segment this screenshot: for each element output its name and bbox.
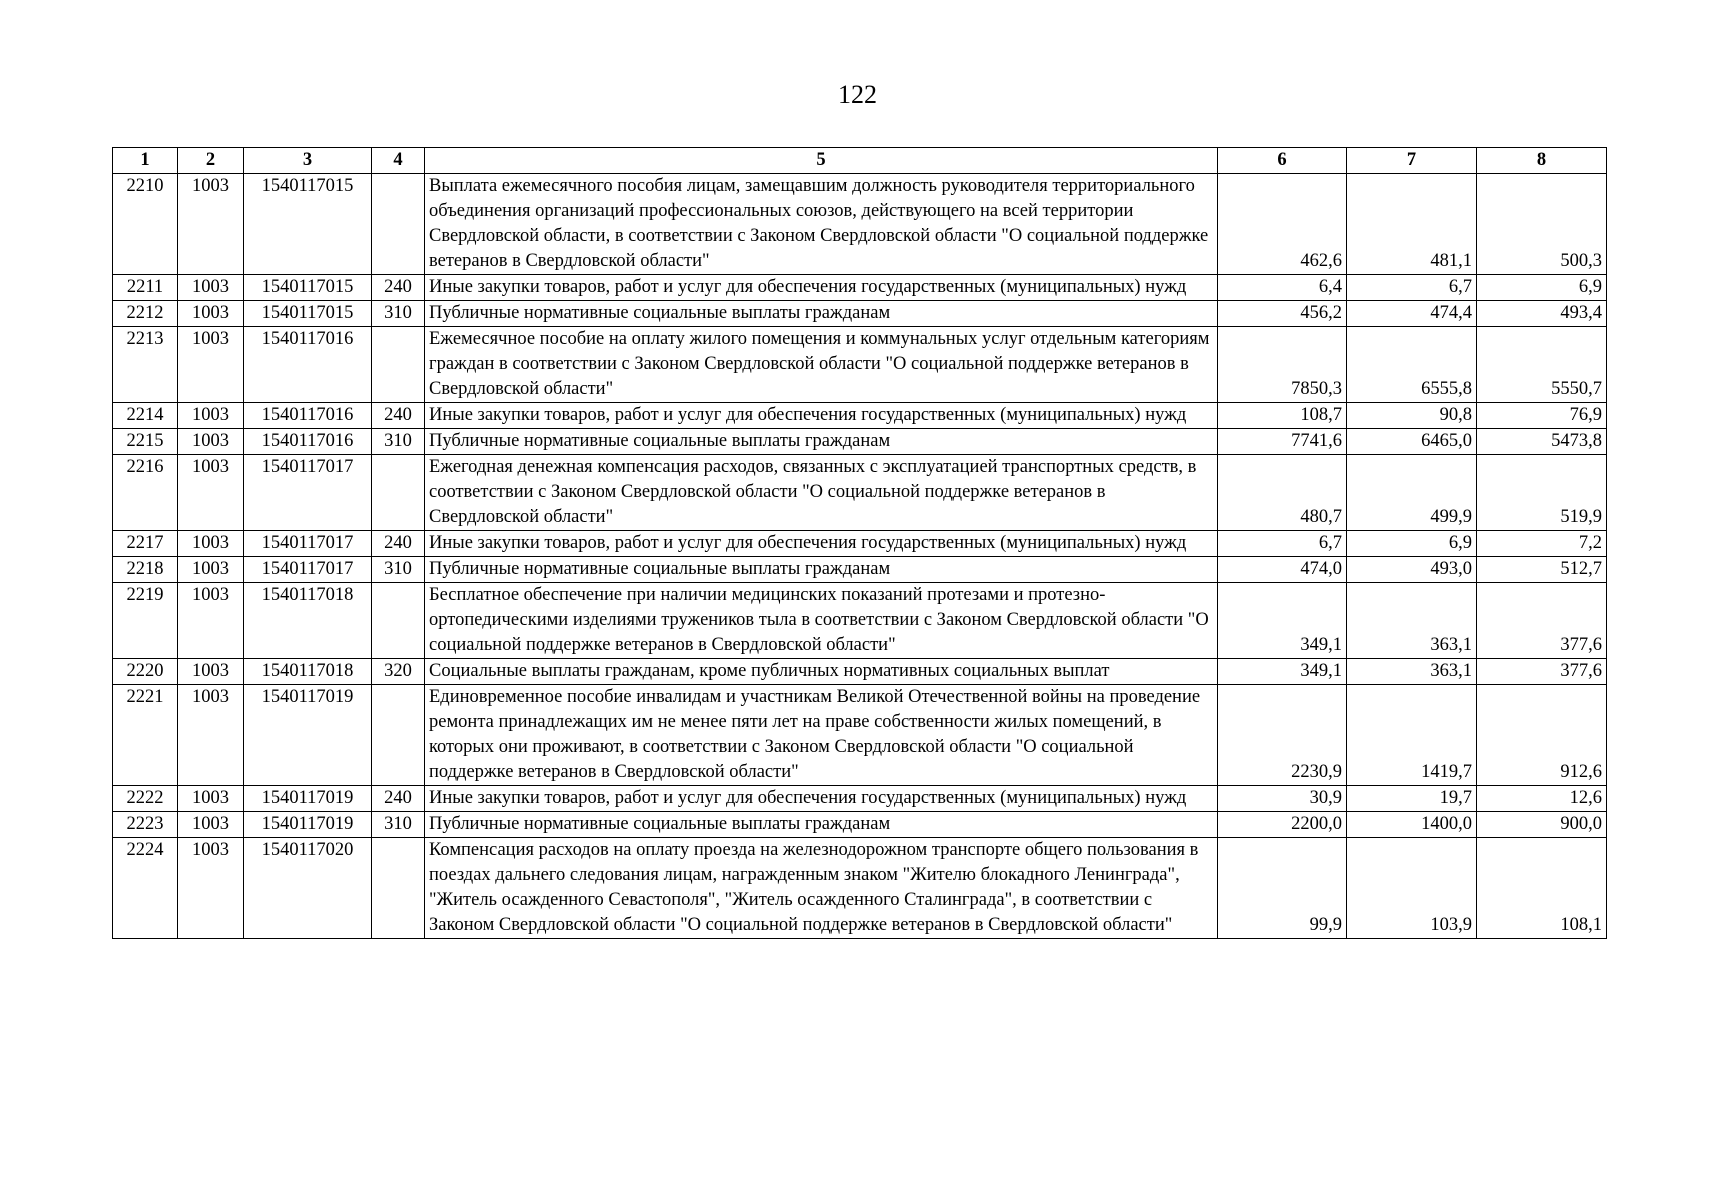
expense-type-code-cell: 240 (372, 531, 425, 557)
section-code-cell: 1003 (178, 301, 244, 327)
expense-type-code-cell (372, 583, 425, 659)
expense-type-code-cell: 240 (372, 403, 425, 429)
table-row (113, 812, 1607, 838)
row-number-cell: 2213 (113, 327, 178, 403)
row-number-cell: 2218 (113, 557, 178, 583)
amount-col6-cell: 462,6 (1218, 174, 1347, 275)
table-row (113, 275, 1607, 301)
amount-col7-cell: 481,1 (1347, 174, 1477, 275)
table-header-row (113, 148, 1607, 174)
column-header-6: 6 (1218, 148, 1347, 174)
table-row (113, 403, 1607, 429)
amount-col7-cell: 6,7 (1347, 275, 1477, 301)
amount-col8-cell: 5473,8 (1477, 429, 1607, 455)
amount-col8-cell: 5550,7 (1477, 327, 1607, 403)
amount-col6-cell: 99,9 (1218, 838, 1347, 939)
section-code-cell: 1003 (178, 812, 244, 838)
expense-type-code-cell (372, 327, 425, 403)
item-name-cell: Публичные нормативные социальные выплаты гражданам (425, 812, 1218, 838)
section-code-cell: 1003 (178, 455, 244, 531)
target-article-code-cell: 1540117017 (244, 531, 372, 557)
row-number-cell: 2219 (113, 583, 178, 659)
item-name-cell: Ежемесячное пособие на оплату жилого помещения и коммунальных услуг отдельным категориям граждан в соответствии с Законом Свердловской области "О социальной поддержке ветеранов в Свердловской области" (425, 327, 1218, 403)
target-article-code-cell: 1540117018 (244, 583, 372, 659)
amount-col8-cell: 900,0 (1477, 812, 1607, 838)
item-name-cell: Публичные нормативные социальные выплаты гражданам (425, 557, 1218, 583)
target-article-code-cell: 1540117017 (244, 455, 372, 531)
item-name-cell: Иные закупки товаров, работ и услуг для обеспечения государственных (муниципальных) нужд (425, 403, 1218, 429)
item-name-cell: Компенсация расходов на оплату проезда на железнодорожном транспорте общего пользования в поездах дальнего следования лицам, награжденным знаком "Жителю блокадного Ленинграда", "Житель осажденного Севастополя", "Житель осажденного Сталинграда", в соответствии с Законом Свердловской области "О социальной поддержке ветеранов в Свердловской области" (425, 838, 1218, 939)
item-name-cell: Иные закупки товаров, работ и услуг для обеспечения государственных (муниципальных) нужд (425, 786, 1218, 812)
item-name-cell: Иные закупки товаров, работ и услуг для обеспечения государственных (муниципальных) нужд (425, 275, 1218, 301)
expense-type-code-cell: 240 (372, 786, 425, 812)
amount-col7-cell: 90,8 (1347, 403, 1477, 429)
section-code-cell: 1003 (178, 275, 244, 301)
amount-col7-cell: 19,7 (1347, 786, 1477, 812)
amount-col6-cell: 7850,3 (1218, 327, 1347, 403)
row-number-cell: 2210 (113, 174, 178, 275)
amount-col6-cell: 6,7 (1218, 531, 1347, 557)
amount-col7-cell: 6465,0 (1347, 429, 1477, 455)
item-name-cell: Выплата ежемесячного пособия лицам, замещавшим должность руководителя территориального объединения организаций профессиональных союзов, действующего на всей территории Свердловской области, в соответствии с Законом Свердловской области "О социальной поддержке ветеранов в Свердловской области" (425, 174, 1218, 275)
amount-col6-cell: 2230,9 (1218, 685, 1347, 786)
amount-col8-cell: 76,9 (1477, 403, 1607, 429)
row-number-cell: 2223 (113, 812, 178, 838)
amount-col8-cell: 12,6 (1477, 786, 1607, 812)
amount-col8-cell: 519,9 (1477, 455, 1607, 531)
target-article-code-cell: 1540117015 (244, 174, 372, 275)
amount-col7-cell: 6,9 (1347, 531, 1477, 557)
expense-type-code-cell: 310 (372, 429, 425, 455)
amount-col7-cell: 363,1 (1347, 659, 1477, 685)
target-article-code-cell: 1540117019 (244, 786, 372, 812)
target-article-code-cell: 1540117020 (244, 838, 372, 939)
budget-table (112, 147, 1607, 939)
amount-col6-cell: 30,9 (1218, 786, 1347, 812)
row-number-cell: 2217 (113, 531, 178, 557)
section-code-cell: 1003 (178, 531, 244, 557)
amount-col7-cell: 474,4 (1347, 301, 1477, 327)
target-article-code-cell: 1540117017 (244, 557, 372, 583)
column-header-3: 3 (244, 148, 372, 174)
table-row (113, 685, 1607, 786)
column-header-8: 8 (1477, 148, 1607, 174)
section-code-cell: 1003 (178, 838, 244, 939)
target-article-code-cell: 1540117016 (244, 327, 372, 403)
item-name-cell: Ежегодная денежная компенсация расходов, связанных с эксплуатацией транспортных средств, в соответствии с Законом Свердловской области "О социальной поддержке ветеранов в Свердловской области" (425, 455, 1218, 531)
target-article-code-cell: 1540117019 (244, 685, 372, 786)
amount-col6-cell: 349,1 (1218, 583, 1347, 659)
section-code-cell: 1003 (178, 786, 244, 812)
column-header-4: 4 (372, 148, 425, 174)
item-name-cell: Социальные выплаты гражданам, кроме публичных нормативных социальных выплат (425, 659, 1218, 685)
item-name-cell: Бесплатное обеспечение при наличии медицинских показаний протезами и протезно-ортопедическими изделиями тружеников тыла в соответствии с Законом Свердловской области "О социальной поддержке ветеранов в Свердловской области" (425, 583, 1218, 659)
table-row (113, 301, 1607, 327)
expense-type-code-cell: 310 (372, 812, 425, 838)
amount-col8-cell: 7,2 (1477, 531, 1607, 557)
table-row (113, 838, 1607, 939)
expense-type-code-cell (372, 838, 425, 939)
table-row (113, 327, 1607, 403)
expense-type-code-cell: 240 (372, 275, 425, 301)
target-article-code-cell: 1540117015 (244, 275, 372, 301)
table-row (113, 174, 1607, 275)
table-row (113, 531, 1607, 557)
table-row (113, 786, 1607, 812)
row-number-cell: 2220 (113, 659, 178, 685)
column-header-2: 2 (178, 148, 244, 174)
table-row (113, 429, 1607, 455)
page-number: 122 (838, 80, 877, 109)
table-body (113, 174, 1607, 939)
amount-col6-cell: 456,2 (1218, 301, 1347, 327)
amount-col7-cell: 6555,8 (1347, 327, 1477, 403)
expense-type-code-cell: 310 (372, 557, 425, 583)
amount-col8-cell: 500,3 (1477, 174, 1607, 275)
amount-col7-cell: 493,0 (1347, 557, 1477, 583)
expense-type-code-cell (372, 455, 425, 531)
section-code-cell: 1003 (178, 327, 244, 403)
section-code-cell: 1003 (178, 174, 244, 275)
expense-type-code-cell (372, 174, 425, 275)
item-name-cell: Единовременное пособие инвалидам и участникам Великой Отечественной войны на проведение ремонта принадлежащих им не менее пяти лет на праве собственности жилых помещений, в которых они проживают, в соответствии с Законом Свердловской области "О социальной поддержке ветеранов в Свердловской области" (425, 685, 1218, 786)
section-code-cell: 1003 (178, 429, 244, 455)
amount-col7-cell: 499,9 (1347, 455, 1477, 531)
row-number-cell: 2222 (113, 786, 178, 812)
row-number-cell: 2221 (113, 685, 178, 786)
section-code-cell: 1003 (178, 403, 244, 429)
amount-col6-cell: 2200,0 (1218, 812, 1347, 838)
target-article-code-cell: 1540117016 (244, 403, 372, 429)
amount-col7-cell: 1419,7 (1347, 685, 1477, 786)
table-row (113, 557, 1607, 583)
row-number-cell: 2216 (113, 455, 178, 531)
amount-col6-cell: 6,4 (1218, 275, 1347, 301)
amount-col8-cell: 493,4 (1477, 301, 1607, 327)
row-number-cell: 2214 (113, 403, 178, 429)
column-header-1: 1 (113, 148, 178, 174)
amount-col6-cell: 474,0 (1218, 557, 1347, 583)
expense-type-code-cell (372, 685, 425, 786)
column-header-7: 7 (1347, 148, 1477, 174)
table-row (113, 455, 1607, 531)
section-code-cell: 1003 (178, 583, 244, 659)
row-number-cell: 2211 (113, 275, 178, 301)
amount-col8-cell: 377,6 (1477, 659, 1607, 685)
target-article-code-cell: 1540117016 (244, 429, 372, 455)
expense-type-code-cell: 320 (372, 659, 425, 685)
amount-col8-cell: 912,6 (1477, 685, 1607, 786)
section-code-cell: 1003 (178, 659, 244, 685)
amount-col7-cell: 363,1 (1347, 583, 1477, 659)
amount-col7-cell: 103,9 (1347, 838, 1477, 939)
row-number-cell: 2215 (113, 429, 178, 455)
item-name-cell: Иные закупки товаров, работ и услуг для обеспечения государственных (муниципальных) нужд (425, 531, 1218, 557)
item-name-cell: Публичные нормативные социальные выплаты гражданам (425, 429, 1218, 455)
table-row (113, 659, 1607, 685)
target-article-code-cell: 1540117019 (244, 812, 372, 838)
amount-col6-cell: 108,7 (1218, 403, 1347, 429)
amount-col6-cell: 349,1 (1218, 659, 1347, 685)
amount-col8-cell: 512,7 (1477, 557, 1607, 583)
amount-col7-cell: 1400,0 (1347, 812, 1477, 838)
item-name-cell: Публичные нормативные социальные выплаты гражданам (425, 301, 1218, 327)
row-number-cell: 2224 (113, 838, 178, 939)
amount-col6-cell: 480,7 (1218, 455, 1347, 531)
column-header-5: 5 (425, 148, 1218, 174)
amount-col8-cell: 6,9 (1477, 275, 1607, 301)
row-number-cell: 2212 (113, 301, 178, 327)
target-article-code-cell: 1540117018 (244, 659, 372, 685)
amount-col6-cell: 7741,6 (1218, 429, 1347, 455)
table-row (113, 583, 1607, 659)
section-code-cell: 1003 (178, 557, 244, 583)
expense-type-code-cell: 310 (372, 301, 425, 327)
amount-col8-cell: 108,1 (1477, 838, 1607, 939)
section-code-cell: 1003 (178, 685, 244, 786)
target-article-code-cell: 1540117015 (244, 301, 372, 327)
amount-col8-cell: 377,6 (1477, 583, 1607, 659)
